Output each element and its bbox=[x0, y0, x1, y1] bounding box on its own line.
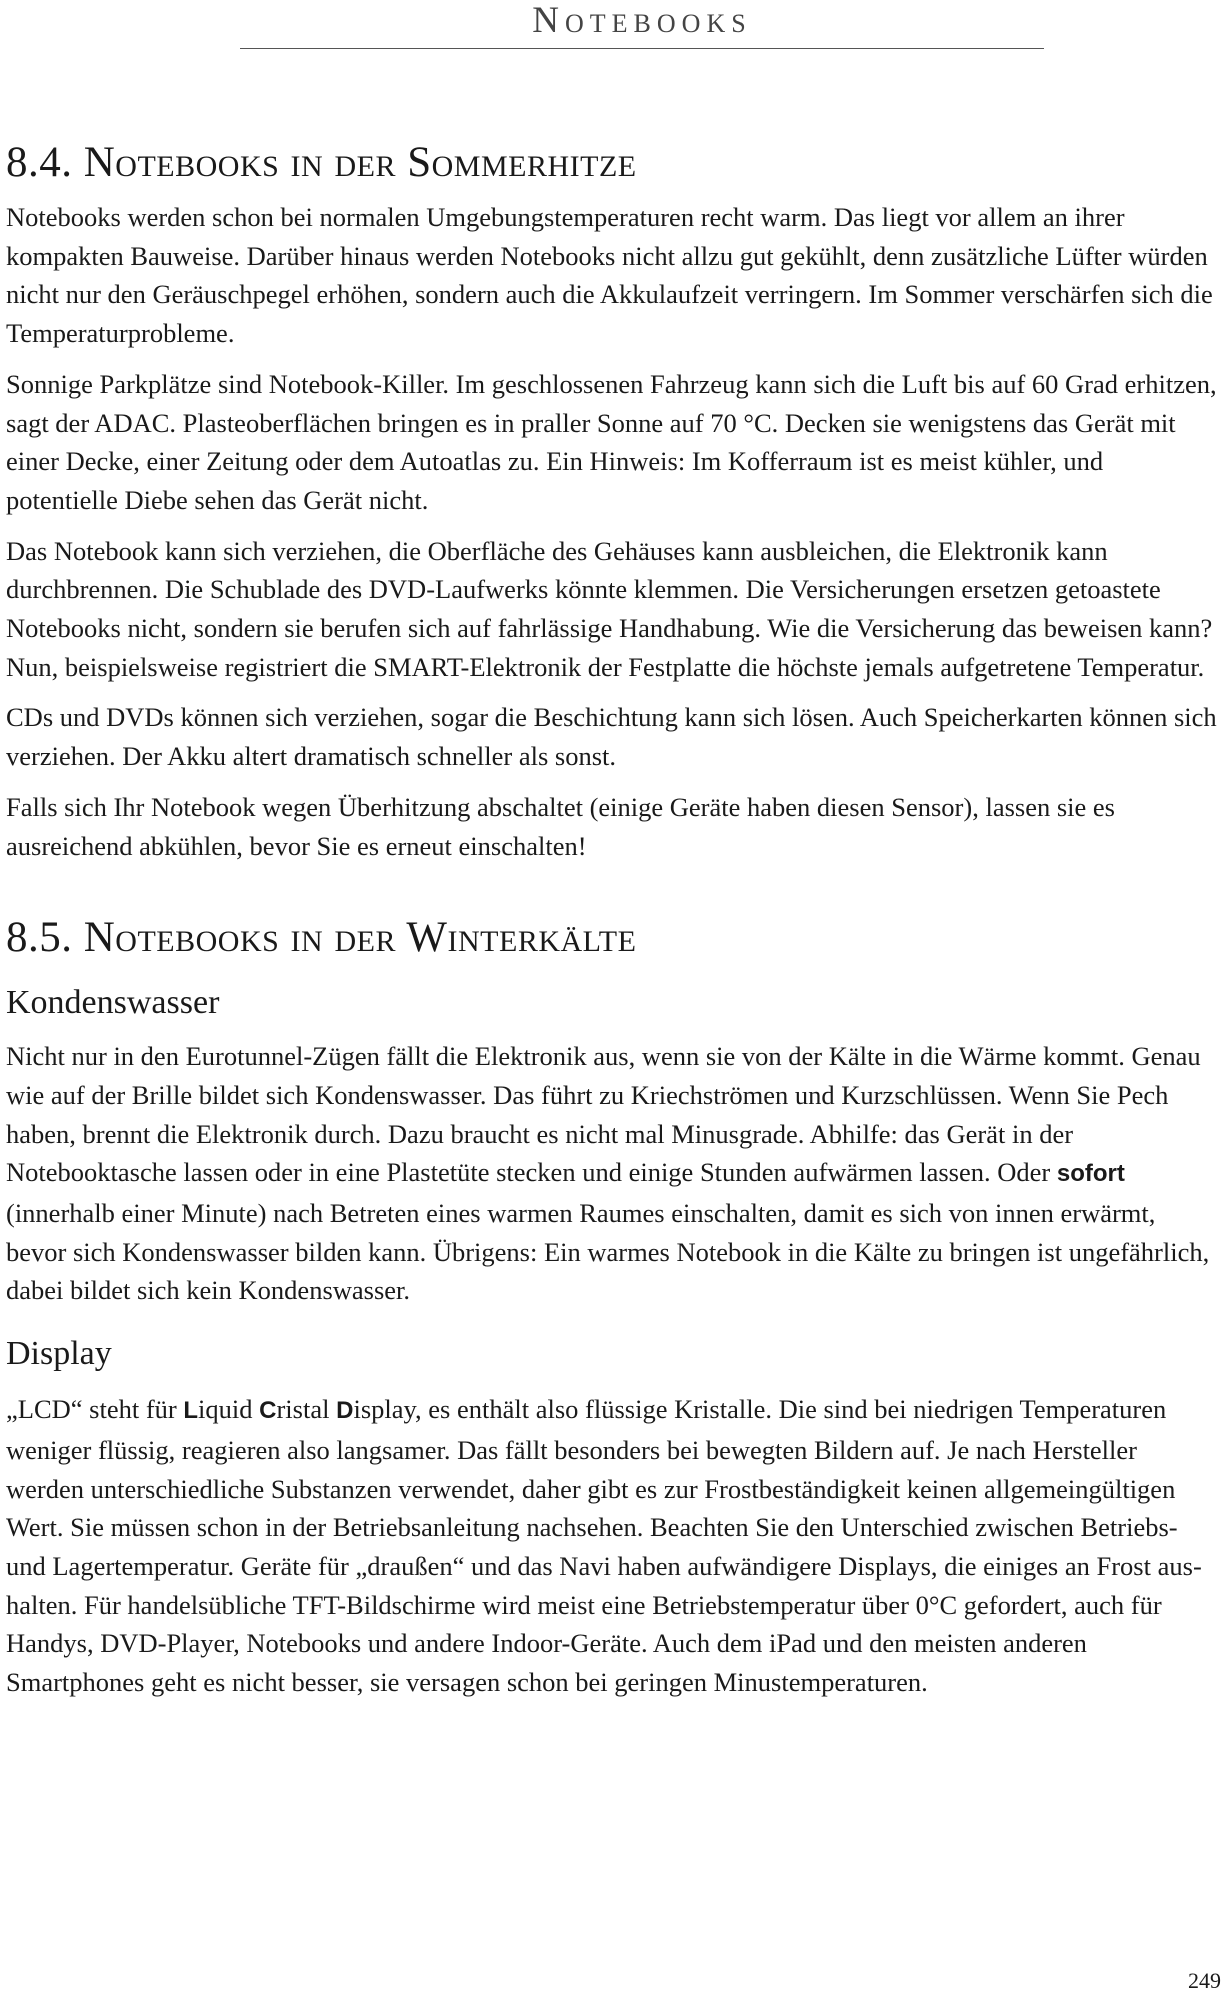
paragraph: Das Notebook kann sich verziehen, die Oberfläche des Gehäuses kann ausbleichen, die Elektronik kann durchbrennen. Die Schublade des DVD-Laufwerks könnte klemmen. Die Versicherungen ersetzen getoastete Notebooks nicht, sondern sie berufen sich auf fahrlässige Handhabung. Wie die Versicherung das beweisen kann? Nun, beispielsweise registriert die SMART-Elektronik der Festplatte die höchste jemals aufgetretene Temperatur. bbox=[6, 535, 1213, 682]
bold-letter: L bbox=[183, 1397, 199, 1425]
subheading-kondenswasser: Kondenswasser bbox=[6, 984, 220, 1022]
text-run: isplay, es enthält also flüssige Kristalle. Die sind bei niedrigen Temperaturen weniger flüssig, reagieren also langsamer. Das fällt besonders bei bewegten Bildern auf. Je nach Hersteller werden unterschiedliche Substanzen verwendet, daher gibt es zur Frostbeständigkeit keinen allgemeingültigen Wert. Sie müssen schon in der Betriebsanleitung nachsehen. Beachten Sie den Unterschied zwischen Betriebs- und Lagertemperatur. Geräte für „draußen“ und das Navi haben aufwändigere Displays, die einiges an Frost aushalten. Für handelsübliche TFT-Bildschirme wird meist eine Betriebstemperatur über 0°C gefordert, auch für Handys, DVD-Player, Notebooks und andere Indoor-Geräte. Auch dem iPad und den meisten anderen Smartphones geht es nicht besser, sie versagen schon bei geringen Minustemperaturen. bbox=[6, 1394, 1202, 1698]
text-run: Nicht nur in den Eurotunnel-Zügen fällt die Elektronik aus, wenn sie von der Kälte in die Wärme kommt. Genau wie auf der Brille bildet sich Kondenswasser. Das führt zu Kriechströmen und Kurzschlüssen. Wenn Sie Pech haben, brennt die Elektronik durch. Dazu braucht es nicht mal Minusgrade. Abhilfe: das Gerät in der Notebooktasche lassen oder in eine Plastetüte stecken und einige Stunden aufwärmen lassen. Oder bbox=[6, 1041, 1201, 1188]
bold-letter: C bbox=[259, 1397, 277, 1425]
text-run: iquid bbox=[198, 1394, 260, 1425]
bold-letter: D bbox=[336, 1397, 354, 1425]
text-run: (innerhalb einer Minute) nach Betreten eines warmen Raumes einschalten, damit es sich von innen erwärmt, bevor sich Kondenswasser bilden kann. Übrigens: Ein warmes Notebook in die Kälte zu bringen ist ungefährlich, dabei bildet sich kein Kondenswasser. bbox=[6, 1198, 1210, 1306]
paragraph-display bbox=[6, 1390, 1218, 1702]
running-header: Notebooks bbox=[532, 0, 752, 41]
paragraph: Falls sich Ihr Notebook wegen Überhitzung abschaltet (einige Geräte haben diesen Sensor), lassen sie es ausreichend abkühlen, bevor Sie es erneut einschalten! bbox=[6, 791, 1115, 861]
paragraph: CDs und DVDs können sich verziehen, sogar die Beschichtung kann sich lösen. Auch Speicherkarten können sich verziehen. Der Akku altert dramatisch schneller als sonst. bbox=[6, 702, 1217, 772]
text-run: „LCD“ steht für bbox=[6, 1394, 184, 1425]
page-number: 249 bbox=[1188, 1968, 1221, 1993]
subheading-display: Display bbox=[6, 1335, 112, 1373]
section-heading-winter: 8.5. Notebooks in der Winterkälte bbox=[6, 914, 637, 962]
text-run: ristal bbox=[276, 1394, 337, 1425]
paragraph: Notebooks werden schon bei normalen Umgebungstemperaturen recht warm. Das liegt vor allem an ihrer kompakten Bauweise. Darüber hinaus werden Notebooks nicht allzu gut gekühlt, denn zusätzliche Lüfter würden nicht nur den Geräuschpegel erhöhen, sondern auch die Akkulaufzeit verringern. Im Sommer verschärfen sich die Temperaturprobleme. bbox=[6, 202, 1213, 349]
bold-term: sofort bbox=[1056, 1160, 1125, 1188]
page-content bbox=[6, 138, 1218, 1702]
paragraph: Sonnige Parkplätze sind Notebook-Killer. Im geschlossenen Fahrzeug kann sich die Luft bis auf 60 Grad erhitzen, sagt der ADAC. Plasteoberflächen bringen es in praller Sonne auf 70 °C. Decken sie wenigstens das Gerät mit einer Decke, einer Zeitung oder dem Autoatlas zu. Ein Hinweis: Im Kofferraum ist es meist kühler, und potentielle Diebe sehen das Gerät nicht. bbox=[6, 368, 1217, 515]
paragraph-kondenswasser bbox=[6, 1037, 1218, 1310]
section-heading-summer: 8.4. Notebooks in der Sommerhitze bbox=[6, 139, 637, 186]
header-rule bbox=[240, 48, 1044, 49]
